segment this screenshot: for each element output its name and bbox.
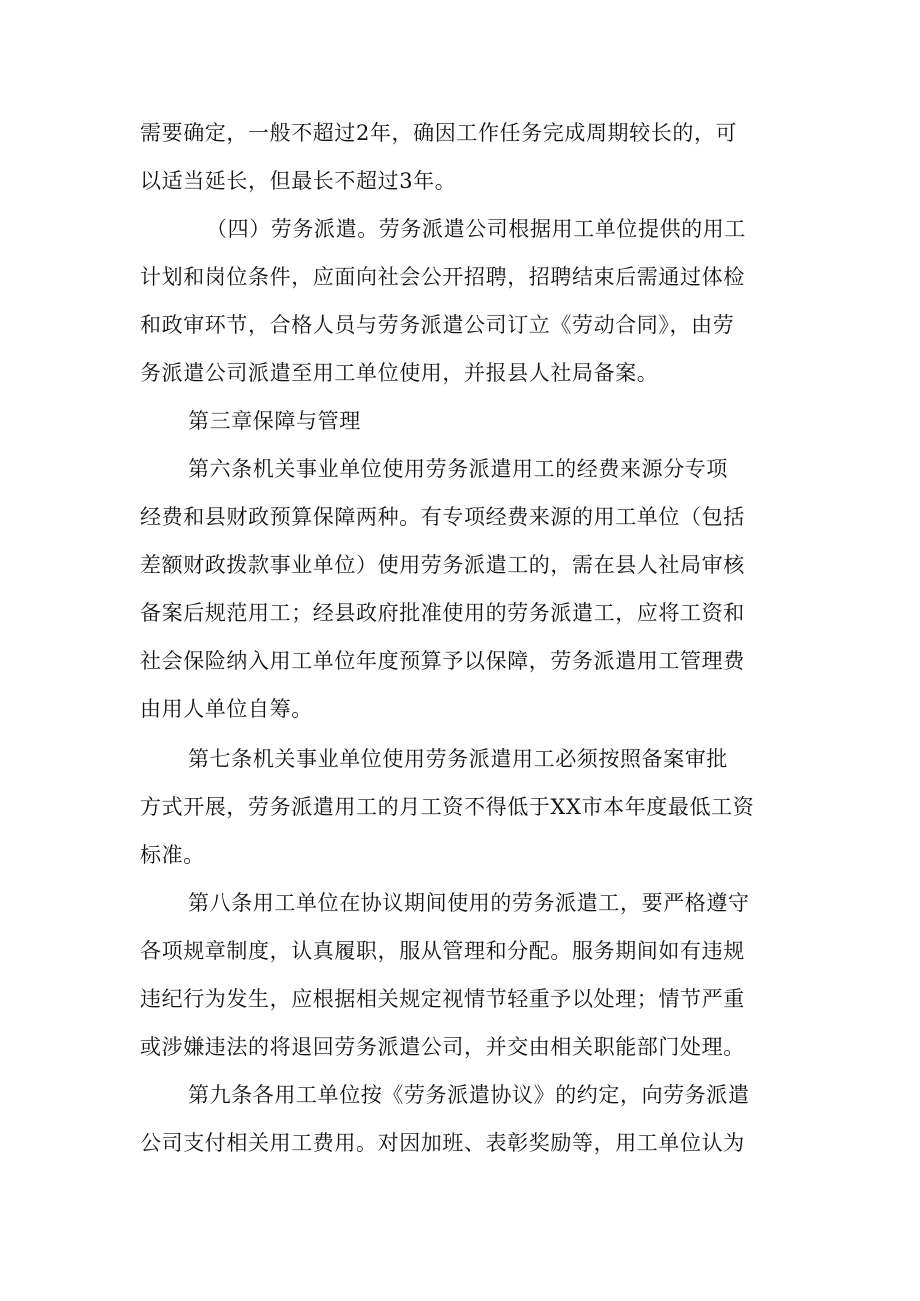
paragraph-line: （四）劳务派遣。劳务派遣公司根据用工单位提供的用工 xyxy=(206,217,746,241)
paragraph-line: 差额财政拨款事业单位）使用劳务派遣工的，需在县人社局审核 xyxy=(140,553,745,577)
paragraph-line: 违纪行为发生，应根据相关规定视情节轻重予以处理；情节严重 xyxy=(140,987,745,1011)
paragraph-line: 需要确定，一般不超过2年，确因工作任务完成周期较长的，可 xyxy=(140,121,738,145)
paragraph-line: 公司支付相关用工费用。对因加班、表彰奖励等，用工单位认为 xyxy=(140,1131,745,1155)
paragraph-line: 或涉嫌违法的将退回劳务派遣公司，并交由相关职能部门处理。 xyxy=(140,1035,745,1059)
paragraph-line: 计划和岗位条件，应面向社会公开招聘，招聘结束后需通过体检 xyxy=(140,265,745,289)
paragraph-line: 方式开展，劳务派遣用工的月工资不得低于XX市本年度最低工资 xyxy=(140,795,755,819)
paragraph-line: 第六条机关事业单位使用劳务派遣用工的经费来源分专项 xyxy=(188,457,728,481)
paragraph-line: 标准。 xyxy=(140,843,205,867)
paragraph-line: 社会保险纳入用工单位年度预算予以保障，劳务派遣用工管理费 xyxy=(140,649,745,673)
paragraph-line: 经费和县财政预算保障两种。有专项经费来源的用工单位（包括 xyxy=(140,505,745,529)
paragraph-line: 备案后规范用工；经县政府批准使用的劳务派遣工，应将工资和 xyxy=(140,601,745,625)
paragraph-line: 由用人单位自筹。 xyxy=(140,697,313,721)
paragraph-line: 第九条各用工单位按《劳务派遣协议》的约定，向劳务派遣 xyxy=(188,1083,750,1107)
paragraph-line: 第八条用工单位在协议期间使用的劳务派遣工，要严格遵守 xyxy=(188,891,750,915)
paragraph-line: 和政审环节，合格人员与劳务派遣公司订立《劳动合同》，由劳 xyxy=(140,313,735,337)
paragraph-line: 第七条机关事业单位使用劳务派遣用工必须按照备案审批 xyxy=(188,747,728,771)
paragraph-line: 务派遣公司派遣至用工单位使用，并报县人社局备案。 xyxy=(140,361,659,385)
paragraph-line: 以适当延长，但最长不超过3年。 xyxy=(140,169,457,193)
chapter-heading: 第三章保障与管理 xyxy=(188,409,361,433)
paragraph-line: 各项规章制度，认真履职，服从管理和分配。服务期间如有违规 xyxy=(140,939,745,963)
